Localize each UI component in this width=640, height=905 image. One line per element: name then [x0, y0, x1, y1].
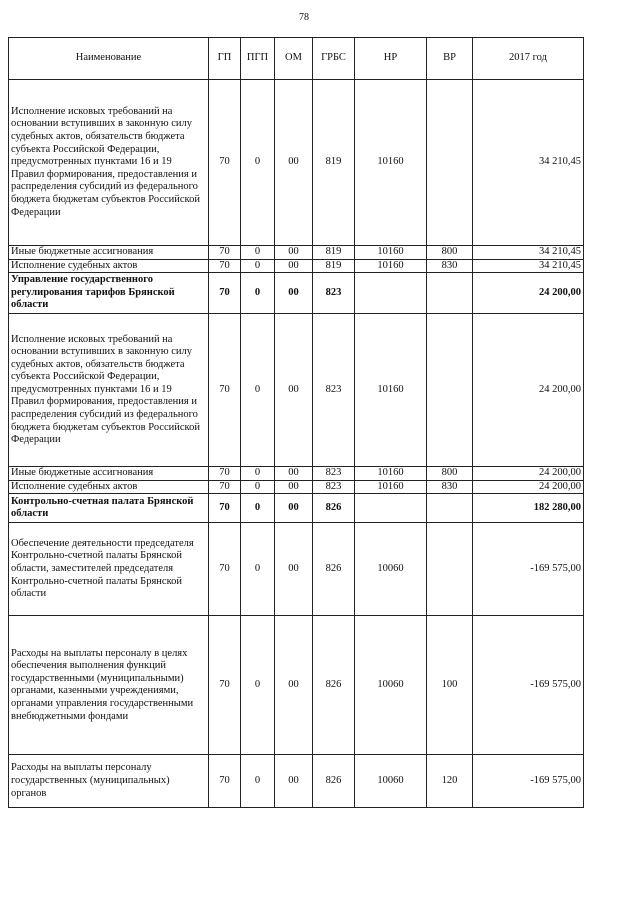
header-pgp: ПГП [241, 38, 275, 80]
cell-om: 00 [275, 273, 313, 314]
cell-np: 10160 [355, 480, 427, 494]
cell-vr [427, 80, 473, 246]
cell-amount: -169 575,00 [473, 755, 584, 808]
page-number: 78 [299, 12, 309, 23]
cell-np [355, 273, 427, 314]
cell-name: Расходы на выплаты персоналу в целях обеспечения выполнения функций государственными (муниципальными) органами, казенными учреждениями, органами управления государственными внебюджетными фондами [9, 616, 209, 755]
header-name: Наименование [9, 38, 209, 80]
table-row [9, 616, 584, 755]
cell-pgp: 0 [241, 616, 275, 755]
table-row [9, 480, 584, 494]
cell-amount: -169 575,00 [473, 523, 584, 616]
cell-om: 00 [275, 480, 313, 494]
cell-gp: 70 [209, 246, 241, 260]
cell-gp: 70 [209, 755, 241, 808]
cell-np: 10060 [355, 755, 427, 808]
table-row [9, 467, 584, 481]
header-vr: ВР [427, 38, 473, 80]
cell-pgp: 0 [241, 314, 275, 467]
cell-pgp: 0 [241, 755, 275, 808]
cell-grbs: 826 [313, 616, 355, 755]
cell-vr: 800 [427, 467, 473, 481]
budget-table [8, 37, 584, 808]
cell-vr [427, 523, 473, 616]
header-gp: ГП [209, 38, 241, 80]
table-row [9, 80, 584, 246]
cell-gp: 70 [209, 480, 241, 494]
cell-name: Исполнение исковых требований на основании вступивших в законную силу судебных актов, обязательств бюджета субъекта Российской Федерации, предусмотренных пунктами 16 и 19 Правил формирования, предоставления и распределения субсидий из федерального бюджета бюджетам субъектов Российской Федерации [9, 314, 209, 467]
cell-pgp: 0 [241, 80, 275, 246]
cell-om: 00 [275, 80, 313, 246]
cell-np: 10060 [355, 523, 427, 616]
cell-np [355, 494, 427, 523]
cell-vr: 800 [427, 246, 473, 260]
cell-np: 10160 [355, 467, 427, 481]
table-row [9, 246, 584, 260]
cell-grbs: 826 [313, 494, 355, 523]
cell-name: Управление государственного регулирования тарифов Брянской области [9, 273, 209, 314]
cell-gp: 70 [209, 523, 241, 616]
cell-amount: 34 210,45 [473, 259, 584, 273]
cell-name: Исполнение исковых требований на основании вступивших в законную силу судебных актов, обязательств бюджета субъекта Российской Федерации, предусмотренных пунктами 16 и 19 Правил формирования, предоставления и распределения субсидий из федерального бюджета бюджетам субъектов Российской Федерации [9, 80, 209, 246]
cell-grbs: 819 [313, 246, 355, 260]
table-row [9, 314, 584, 467]
cell-gp: 70 [209, 314, 241, 467]
cell-pgp: 0 [241, 259, 275, 273]
cell-pgp: 0 [241, 480, 275, 494]
cell-gp: 70 [209, 616, 241, 755]
cell-np: 10160 [355, 314, 427, 467]
cell-gp: 70 [209, 467, 241, 481]
cell-name: Исполнение судебных актов [9, 259, 209, 273]
cell-om: 00 [275, 523, 313, 616]
cell-pgp: 0 [241, 467, 275, 481]
cell-vr: 830 [427, 480, 473, 494]
cell-name: Расходы на выплаты персоналу государственных (муниципальных) органов [9, 755, 209, 808]
cell-amount: 24 200,00 [473, 314, 584, 467]
cell-grbs: 819 [313, 80, 355, 246]
header-om: ОМ [275, 38, 313, 80]
header-year: 2017 год [473, 38, 584, 80]
cell-name: Обеспечение деятельности председателя Контрольно-счетной палаты Брянской области, заместителей председателя Контрольно-счетной палаты Брянской области [9, 523, 209, 616]
cell-vr [427, 494, 473, 523]
cell-grbs: 823 [313, 273, 355, 314]
cell-np: 10160 [355, 259, 427, 273]
cell-vr: 120 [427, 755, 473, 808]
cell-vr [427, 314, 473, 467]
header-np: НР [355, 38, 427, 80]
cell-np: 10160 [355, 246, 427, 260]
cell-amount: 182 280,00 [473, 494, 584, 523]
cell-om: 00 [275, 314, 313, 467]
cell-grbs: 823 [313, 314, 355, 467]
cell-amount: 24 200,00 [473, 467, 584, 481]
cell-name: Исполнение судебных актов [9, 480, 209, 494]
cell-gp: 70 [209, 259, 241, 273]
cell-amount: 24 200,00 [473, 273, 584, 314]
table-header-row [9, 38, 584, 80]
table-row [9, 494, 584, 523]
cell-om: 00 [275, 467, 313, 481]
cell-om: 00 [275, 616, 313, 755]
cell-gp: 70 [209, 80, 241, 246]
cell-pgp: 0 [241, 273, 275, 314]
cell-om: 00 [275, 246, 313, 260]
cell-amount: -169 575,00 [473, 616, 584, 755]
header-grbs: ГРБС [313, 38, 355, 80]
table-row [9, 273, 584, 314]
cell-grbs: 819 [313, 259, 355, 273]
cell-om: 00 [275, 494, 313, 523]
cell-pgp: 0 [241, 246, 275, 260]
cell-grbs: 826 [313, 523, 355, 616]
cell-np: 10160 [355, 80, 427, 246]
cell-grbs: 826 [313, 755, 355, 808]
cell-vr: 830 [427, 259, 473, 273]
cell-gp: 70 [209, 494, 241, 523]
cell-np: 10060 [355, 616, 427, 755]
cell-amount: 34 210,45 [473, 80, 584, 246]
cell-pgp: 0 [241, 523, 275, 616]
table-row [9, 755, 584, 808]
cell-grbs: 823 [313, 467, 355, 481]
cell-om: 00 [275, 755, 313, 808]
table-row [9, 259, 584, 273]
cell-vr: 100 [427, 616, 473, 755]
cell-gp: 70 [209, 273, 241, 314]
cell-name: Иные бюджетные ассигнования [9, 246, 209, 260]
cell-name: Контрольно-счетная палата Брянской области [9, 494, 209, 523]
table-row [9, 523, 584, 616]
cell-om: 00 [275, 259, 313, 273]
cell-vr [427, 273, 473, 314]
cell-grbs: 823 [313, 480, 355, 494]
cell-amount: 24 200,00 [473, 480, 584, 494]
cell-name: Иные бюджетные ассигнования [9, 467, 209, 481]
cell-pgp: 0 [241, 494, 275, 523]
cell-amount: 34 210,45 [473, 246, 584, 260]
